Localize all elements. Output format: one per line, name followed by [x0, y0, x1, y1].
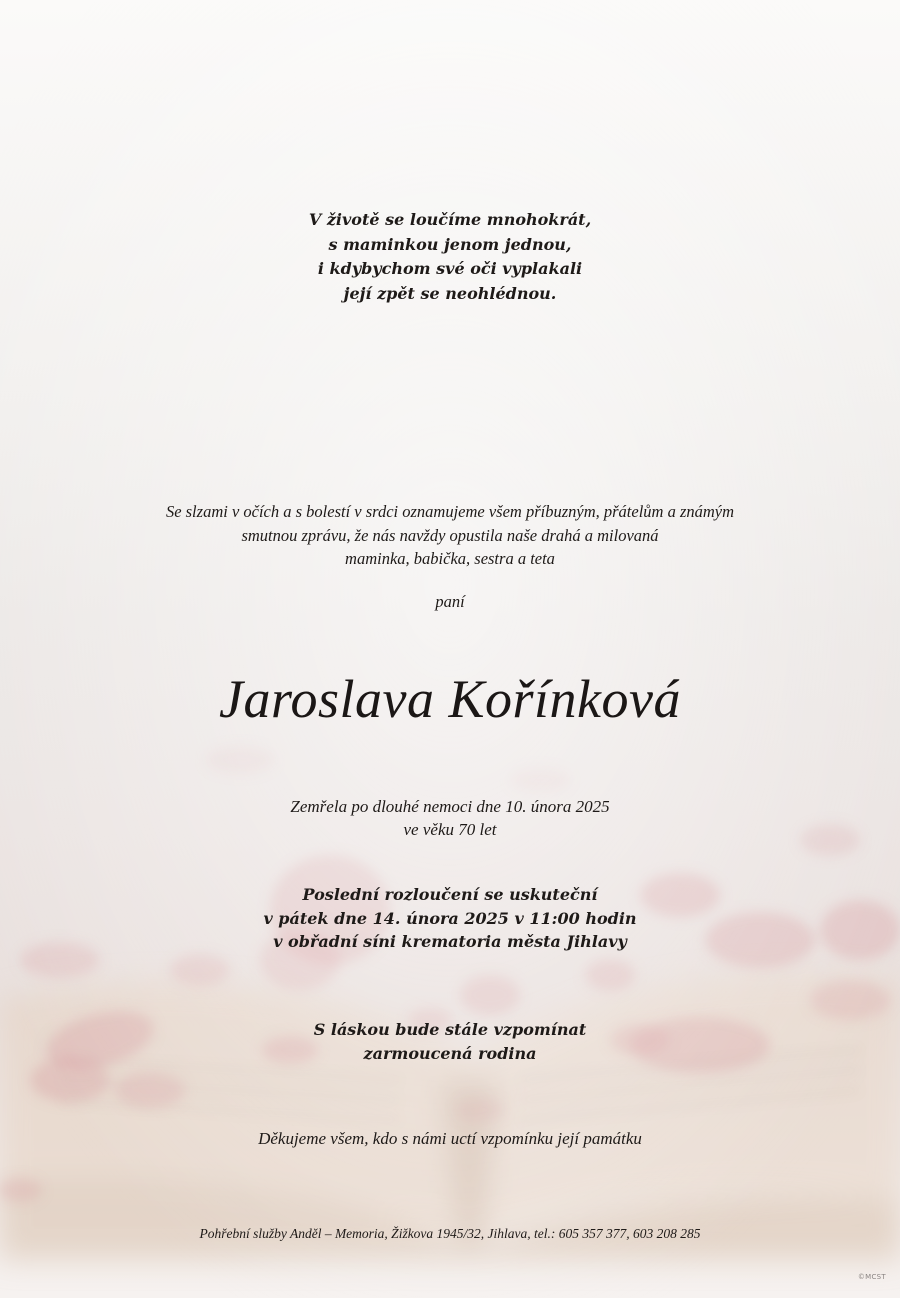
announcement-line: maminka, babička, sestra a teta: [345, 549, 555, 568]
poem-line: V životě se loučíme mnohokrát,: [308, 210, 592, 229]
poem: [0, 208, 900, 306]
poem-line: s maminkou jenom jednou,: [328, 234, 572, 254]
remembrance: [0, 1018, 900, 1066]
deceased-name: Jaroslava Kořínková: [219, 669, 681, 729]
honorific: paní: [435, 592, 465, 611]
thanks-text: Děkujeme všem, kdo s námi uctí vzpomínku její památku: [258, 1129, 642, 1148]
poem-line: i kdybychom své oči vyplakali: [317, 259, 583, 278]
farewell-details: [0, 883, 900, 954]
death-info-line: Zemřela po dlouhé nemoci dne 10. února 2025: [290, 797, 610, 816]
announcement-line: Se slzami v očích a s bolestí v srdci oznamujeme všem příbuzným, přátelům a známým: [165, 502, 735, 521]
announcement: [0, 500, 900, 571]
remembrance-line: zarmoucená rodina: [363, 1044, 537, 1063]
watermark: ©MCST: [857, 1273, 886, 1281]
remembrance-line: S láskou bude stále vzpomínat: [313, 1020, 587, 1039]
farewell-line: Poslední rozloučení se uskuteční: [302, 885, 598, 904]
funeral-service-footer: Pohřební služby Anděl – Memoria, Žižkova 1945/32, Jihlava, tel.: 605 357 377, 603 208 285: [199, 1226, 701, 1241]
farewell-line: v pátek dne 14. února 2025 v 11:00 hodin: [263, 908, 637, 928]
death-info: [0, 795, 900, 841]
death-info-line: ve věku 70 let: [403, 820, 497, 839]
farewell-line: v obřadní síni krematoria města Jihlavy: [273, 932, 627, 951]
poem-line: její zpět se neohlédnou.: [343, 283, 557, 303]
announcement-line: smutnou zprávu, že nás navždy opustila naše drahá a milovaná: [241, 525, 659, 545]
